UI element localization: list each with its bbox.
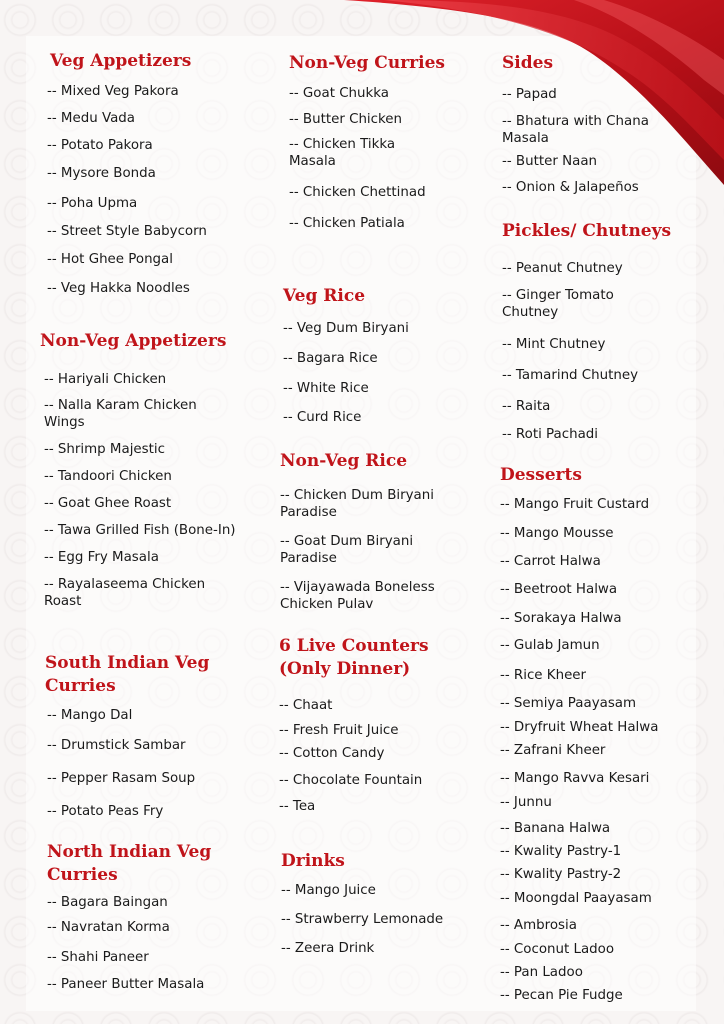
menu-item: -- Curd Rice	[283, 410, 362, 425]
menu-item: -- Chicken Dum Biryani Paradise	[280, 488, 434, 520]
menu-item: -- Bhatura with Chana Masala	[502, 114, 649, 146]
section-heading: Sides	[502, 53, 554, 73]
section-heading: Non-Veg Rice	[280, 451, 408, 471]
menu-item: -- Mango Dal	[47, 708, 133, 723]
menu-item: -- Poha Upma	[47, 196, 138, 211]
menu-item: -- Butter Chicken	[289, 112, 403, 127]
menu-item: -- Ginger Tomato Chutney	[502, 288, 614, 320]
menu-item: -- Mango Ravva Kesari	[500, 771, 650, 786]
section-desserts	[500, 464, 690, 1004]
menu-item: -- Medu Vada	[47, 111, 135, 126]
section-north-indian-veg-curries	[47, 841, 232, 993]
section-pickles-chutneys	[502, 220, 682, 443]
menu-item: -- Egg Fry Masala	[44, 550, 159, 565]
section-heading: Pickles/ Chutneys	[502, 221, 672, 241]
menu-item: -- Chicken Chettinad	[289, 185, 426, 200]
menu-item: -- Onion & Jalapeños	[502, 180, 639, 195]
section-nonveg-curries	[289, 52, 479, 232]
menu-item: -- Mango Fruit Custard	[500, 497, 650, 512]
menu-item: -- Mixed Veg Pakora	[47, 84, 179, 99]
section-south-indian-veg-curries	[45, 652, 230, 820]
menu-item: -- Bagara Baingan	[47, 895, 168, 910]
menu-item: -- Mango Mousse	[500, 526, 614, 541]
menu-item: -- Dryfruit Wheat Halwa	[500, 720, 659, 735]
section-heading: South Indian Veg Curries	[45, 653, 210, 696]
section-heading: Non-Veg Appetizers	[40, 331, 227, 351]
menu-item: -- Beetroot Halwa	[500, 582, 618, 597]
menu-item: -- Hariyali Chicken	[44, 372, 167, 387]
menu-item: -- Raita	[502, 399, 551, 414]
menu-item: -- Mint Chutney	[502, 337, 606, 352]
section-heading: Non-Veg Curries	[289, 53, 445, 73]
menu-item: -- Chicken Patiala	[289, 216, 405, 231]
menu-item: -- Cotton Candy	[279, 746, 385, 761]
menu-item: -- Shrimp Majestic	[44, 442, 165, 457]
menu-item: -- Moongdal Paayasam	[500, 891, 652, 906]
section-drinks	[281, 850, 471, 957]
menu-item: -- Drumstick Sambar	[47, 738, 186, 753]
menu-item: -- Vijayawada Boneless Chicken Pulav	[280, 580, 435, 612]
menu-item: -- Roti Pachadi	[502, 427, 598, 442]
menu-item: -- Tamarind Chutney	[502, 368, 639, 383]
section-veg-rice	[283, 285, 473, 426]
menu-item: -- Veg Dum Biryani	[283, 321, 409, 336]
section-heading: Veg Appetizers	[50, 51, 192, 71]
menu-item: -- Veg Hakka Noodles	[47, 281, 190, 296]
menu-item: -- Chocolate Fountain	[279, 773, 423, 788]
menu-item: -- Zeera Drink	[281, 941, 375, 956]
menu-item: -- Street Style Babycorn	[47, 224, 207, 239]
menu-item: -- Tawa Grilled Fish (Bone-In)	[44, 523, 236, 538]
menu-item: -- Goat Ghee Roast	[44, 496, 172, 511]
menu-item: -- Paneer Butter Masala	[47, 977, 205, 992]
menu-item: -- Kwality Pastry-1	[500, 844, 622, 859]
menu-item: -- Gulab Jamun	[500, 638, 600, 653]
menu-item: -- Goat Chukka	[289, 86, 390, 101]
menu-item: -- Semiya Paayasam	[500, 696, 637, 711]
menu-item: -- Carrot Halwa	[500, 554, 601, 569]
menu-item: -- Chicken Tikka Masala	[289, 137, 396, 169]
menu-item: -- White Rice	[283, 381, 369, 396]
section-heading: North Indian Veg Curries	[47, 842, 212, 885]
menu-item: -- Peanut Chutney	[502, 261, 623, 276]
menu-item: -- Banana Halwa	[500, 821, 611, 836]
menu-item: -- Papad	[502, 87, 557, 102]
menu-item: -- Butter Naan	[502, 154, 598, 169]
menu-item: -- Mango Juice	[281, 883, 376, 898]
menu-item: -- Tandoori Chicken	[44, 469, 172, 484]
menu-item: -- Bagara Rice	[283, 351, 378, 366]
menu-item: -- Kwality Pastry-2	[500, 867, 622, 882]
menu-item: -- Goat Dum Biryani Paradise	[280, 534, 414, 566]
section-veg-appetizers	[47, 50, 207, 297]
section-sides	[502, 52, 682, 196]
menu-item: -- Potato Peas Fry	[47, 804, 164, 819]
menu-item: -- Navratan Korma	[47, 920, 170, 935]
section-heading: Drinks	[281, 851, 345, 871]
section-nonveg-rice	[280, 450, 470, 613]
menu-item: -- Pan Ladoo	[500, 965, 583, 980]
menu-item: -- Fresh Fruit Juice	[279, 723, 399, 738]
section-nonveg-appetizers	[40, 330, 240, 610]
menu-item: -- Potato Pakora	[47, 138, 153, 153]
menu-item: -- Zafrani Kheer	[500, 743, 606, 758]
menu-item: -- Ambrosia	[500, 918, 577, 933]
menu-item: -- Hot Ghee Pongal	[47, 252, 173, 267]
section-heading: Desserts	[500, 465, 582, 485]
menu-item: -- Mysore Bonda	[47, 166, 156, 181]
menu-item: -- Nalla Karam Chicken Wings	[44, 398, 197, 430]
menu-item: -- Shahi Paneer	[47, 950, 149, 965]
menu-item: -- Rice Kheer	[500, 668, 587, 683]
section-live-counters	[279, 635, 464, 815]
menu-item: -- Strawberry Lemonade	[281, 912, 444, 927]
section-heading: 6 Live Counters (Only Dinner)	[279, 636, 429, 679]
section-heading: Veg Rice	[283, 286, 366, 306]
menu-item: -- Pecan Pie Fudge	[500, 988, 623, 1003]
menu-item: -- Junnu	[500, 795, 552, 810]
menu-item: -- Chaat	[279, 698, 333, 713]
menu-item: -- Pepper Rasam Soup	[47, 771, 196, 786]
menu-item: -- Tea	[279, 799, 316, 814]
menu-item: -- Coconut Ladoo	[500, 942, 615, 957]
menu-item: -- Rayalaseema Chicken Roast	[44, 577, 206, 609]
menu-item: -- Sorakaya Halwa	[500, 611, 622, 626]
